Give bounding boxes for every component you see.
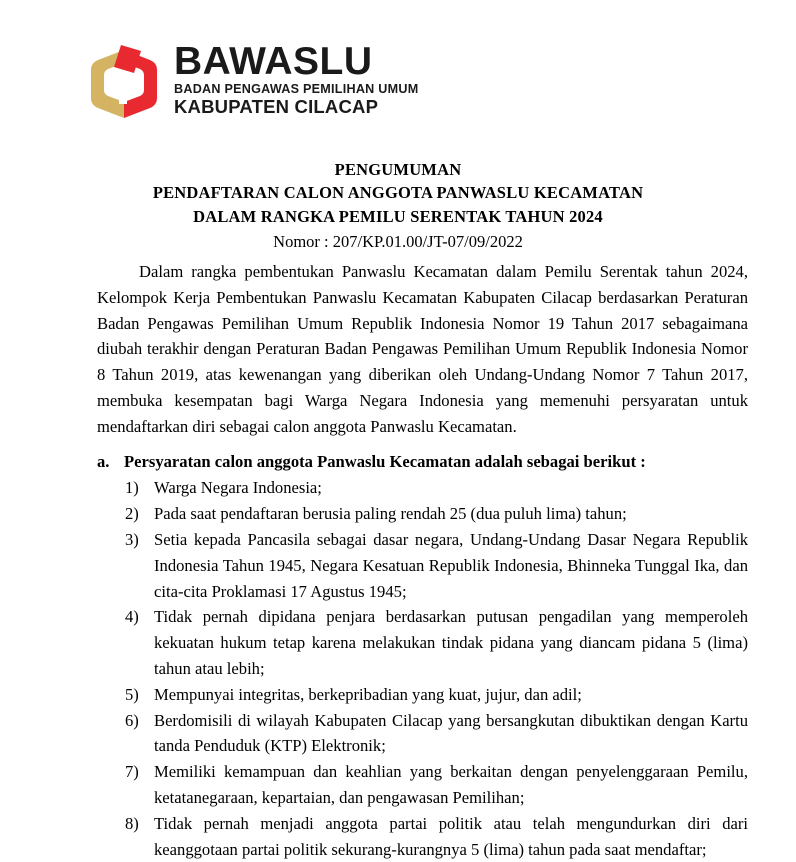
list-item-text: Memiliki kemampuan dan keahlian yang berkaitan dengan penyelenggaraan Pemilu, ketatanegaraan, kepartaian, dan pengawasan Pemilihan; xyxy=(154,762,748,807)
section-a xyxy=(97,449,748,475)
requirements-list-wrapper xyxy=(125,475,748,862)
section-a-heading: Persyaratan calon anggota Panwaslu Kecamatan adalah sebagai berikut : xyxy=(124,451,646,471)
document-body xyxy=(97,259,748,862)
list-item xyxy=(125,527,748,604)
list-item xyxy=(125,759,748,811)
list-item xyxy=(125,475,748,501)
list-item-number: 5) xyxy=(125,684,139,704)
list-item-number: 2) xyxy=(125,504,139,524)
logo-subtitle-two: KABUPATEN CILACAP xyxy=(174,96,379,118)
opening-paragraph: Dalam rangka pembentukan Panwaslu Kecamatan dalam Pemilu Serentak tahun 2024, Kelompok Kerja Pembentukan Panwaslu Kecamatan Kabupaten Cilacap berdasarkan Peraturan Badan Pengawas Pemilihan Umum Republik Indonesia Nomor 19 Tahun 2017 sebagaimana diubah terakhir dengan Peraturan Badan Pengawas Pemilihan Umum Republik Indonesia Nomor 8 Tahun 2019, atas kewenangan yang diberikan oleh Undang-Undang Nomor 7 Tahun 2017, membuka kesempatan bagi Warga Negara Indonesia yang memenuhi persyaratan untuk mendaftarkan diri sebagai calon anggota Panwaslu Kecamatan. xyxy=(97,262,748,436)
bawaslu-ballot-box-logo-icon xyxy=(88,42,160,118)
document-title-block xyxy=(48,158,748,254)
list-item-number: 7) xyxy=(125,762,139,782)
list-item-text: Setia kepada Pancasila sebagai dasar negara, Undang-Undang Dasar Negara Republik Indonesia Tahun 1945, Negara Kesatuan Republik Indonesia, Bhinneka Tunggal Ika, dan cita-cita Proklamasi 17 Agustus 1945; xyxy=(154,529,748,601)
list-item-text: Tidak pernah dipidana penjara berdasarkan putusan pengadilan yang memperoleh kekuatan hukum tetap karena melakukan tindak pidana yang diancam pidana 5 (lima) tahun atau lebih; xyxy=(154,607,748,678)
list-item-text: Pada saat pendaftaran berusia paling rendah 25 (dua puluh lima) tahun; xyxy=(154,504,627,524)
list-item-text: Mempunyai integritas, berkepribadian yang kuat, jujur, dan adil; xyxy=(154,684,582,704)
list-item-number: 4) xyxy=(125,607,139,627)
list-item-number: 6) xyxy=(125,710,139,730)
list-item-number: 8) xyxy=(125,813,139,833)
title-line-pendaftaran: PENDAFTARAN CALON ANGGOTA PANWASLU KECAMATAN xyxy=(152,183,644,203)
document-number: Nomor : 207/KP.01.00/JT-07/09/2022 xyxy=(273,232,523,252)
list-item xyxy=(125,682,748,708)
list-item xyxy=(125,604,748,681)
list-item-number: 1) xyxy=(125,478,139,498)
letterhead xyxy=(88,39,419,118)
list-item-text: Warga Negara Indonesia; xyxy=(154,478,322,498)
title-line-pengumuman: PENGUMUMAN xyxy=(334,160,462,179)
requirements-list xyxy=(125,475,748,862)
logo-brand-text: BAWASLU xyxy=(174,39,373,83)
list-item-text: Berdomisili di wilayah Kabupaten Cilacap yang bersangkutan dibuktikan dengan Kartu tanda Penduduk (KTP) Elektronik; xyxy=(154,710,748,756)
list-item-text: Tidak pernah menjadi anggota partai politik atau telah mengundurkan diri dari keanggotaan partai politik sekurang-kurangnya 5 (lima) tahun pada saat mendaftar; xyxy=(154,813,748,859)
title-line-dalam-rangka: DALAM RANGKA PEMILU SERENTAK TAHUN 2024 xyxy=(193,206,603,226)
list-item xyxy=(125,708,748,760)
list-item xyxy=(125,501,748,527)
letterhead-wordmark xyxy=(174,39,419,118)
list-item xyxy=(125,811,748,862)
section-a-marker: a. xyxy=(97,451,110,471)
logo-subtitle-one: BADAN PENGAWAS PEMILIHAN UMUM xyxy=(174,82,419,97)
list-item-number: 3) xyxy=(125,529,139,549)
